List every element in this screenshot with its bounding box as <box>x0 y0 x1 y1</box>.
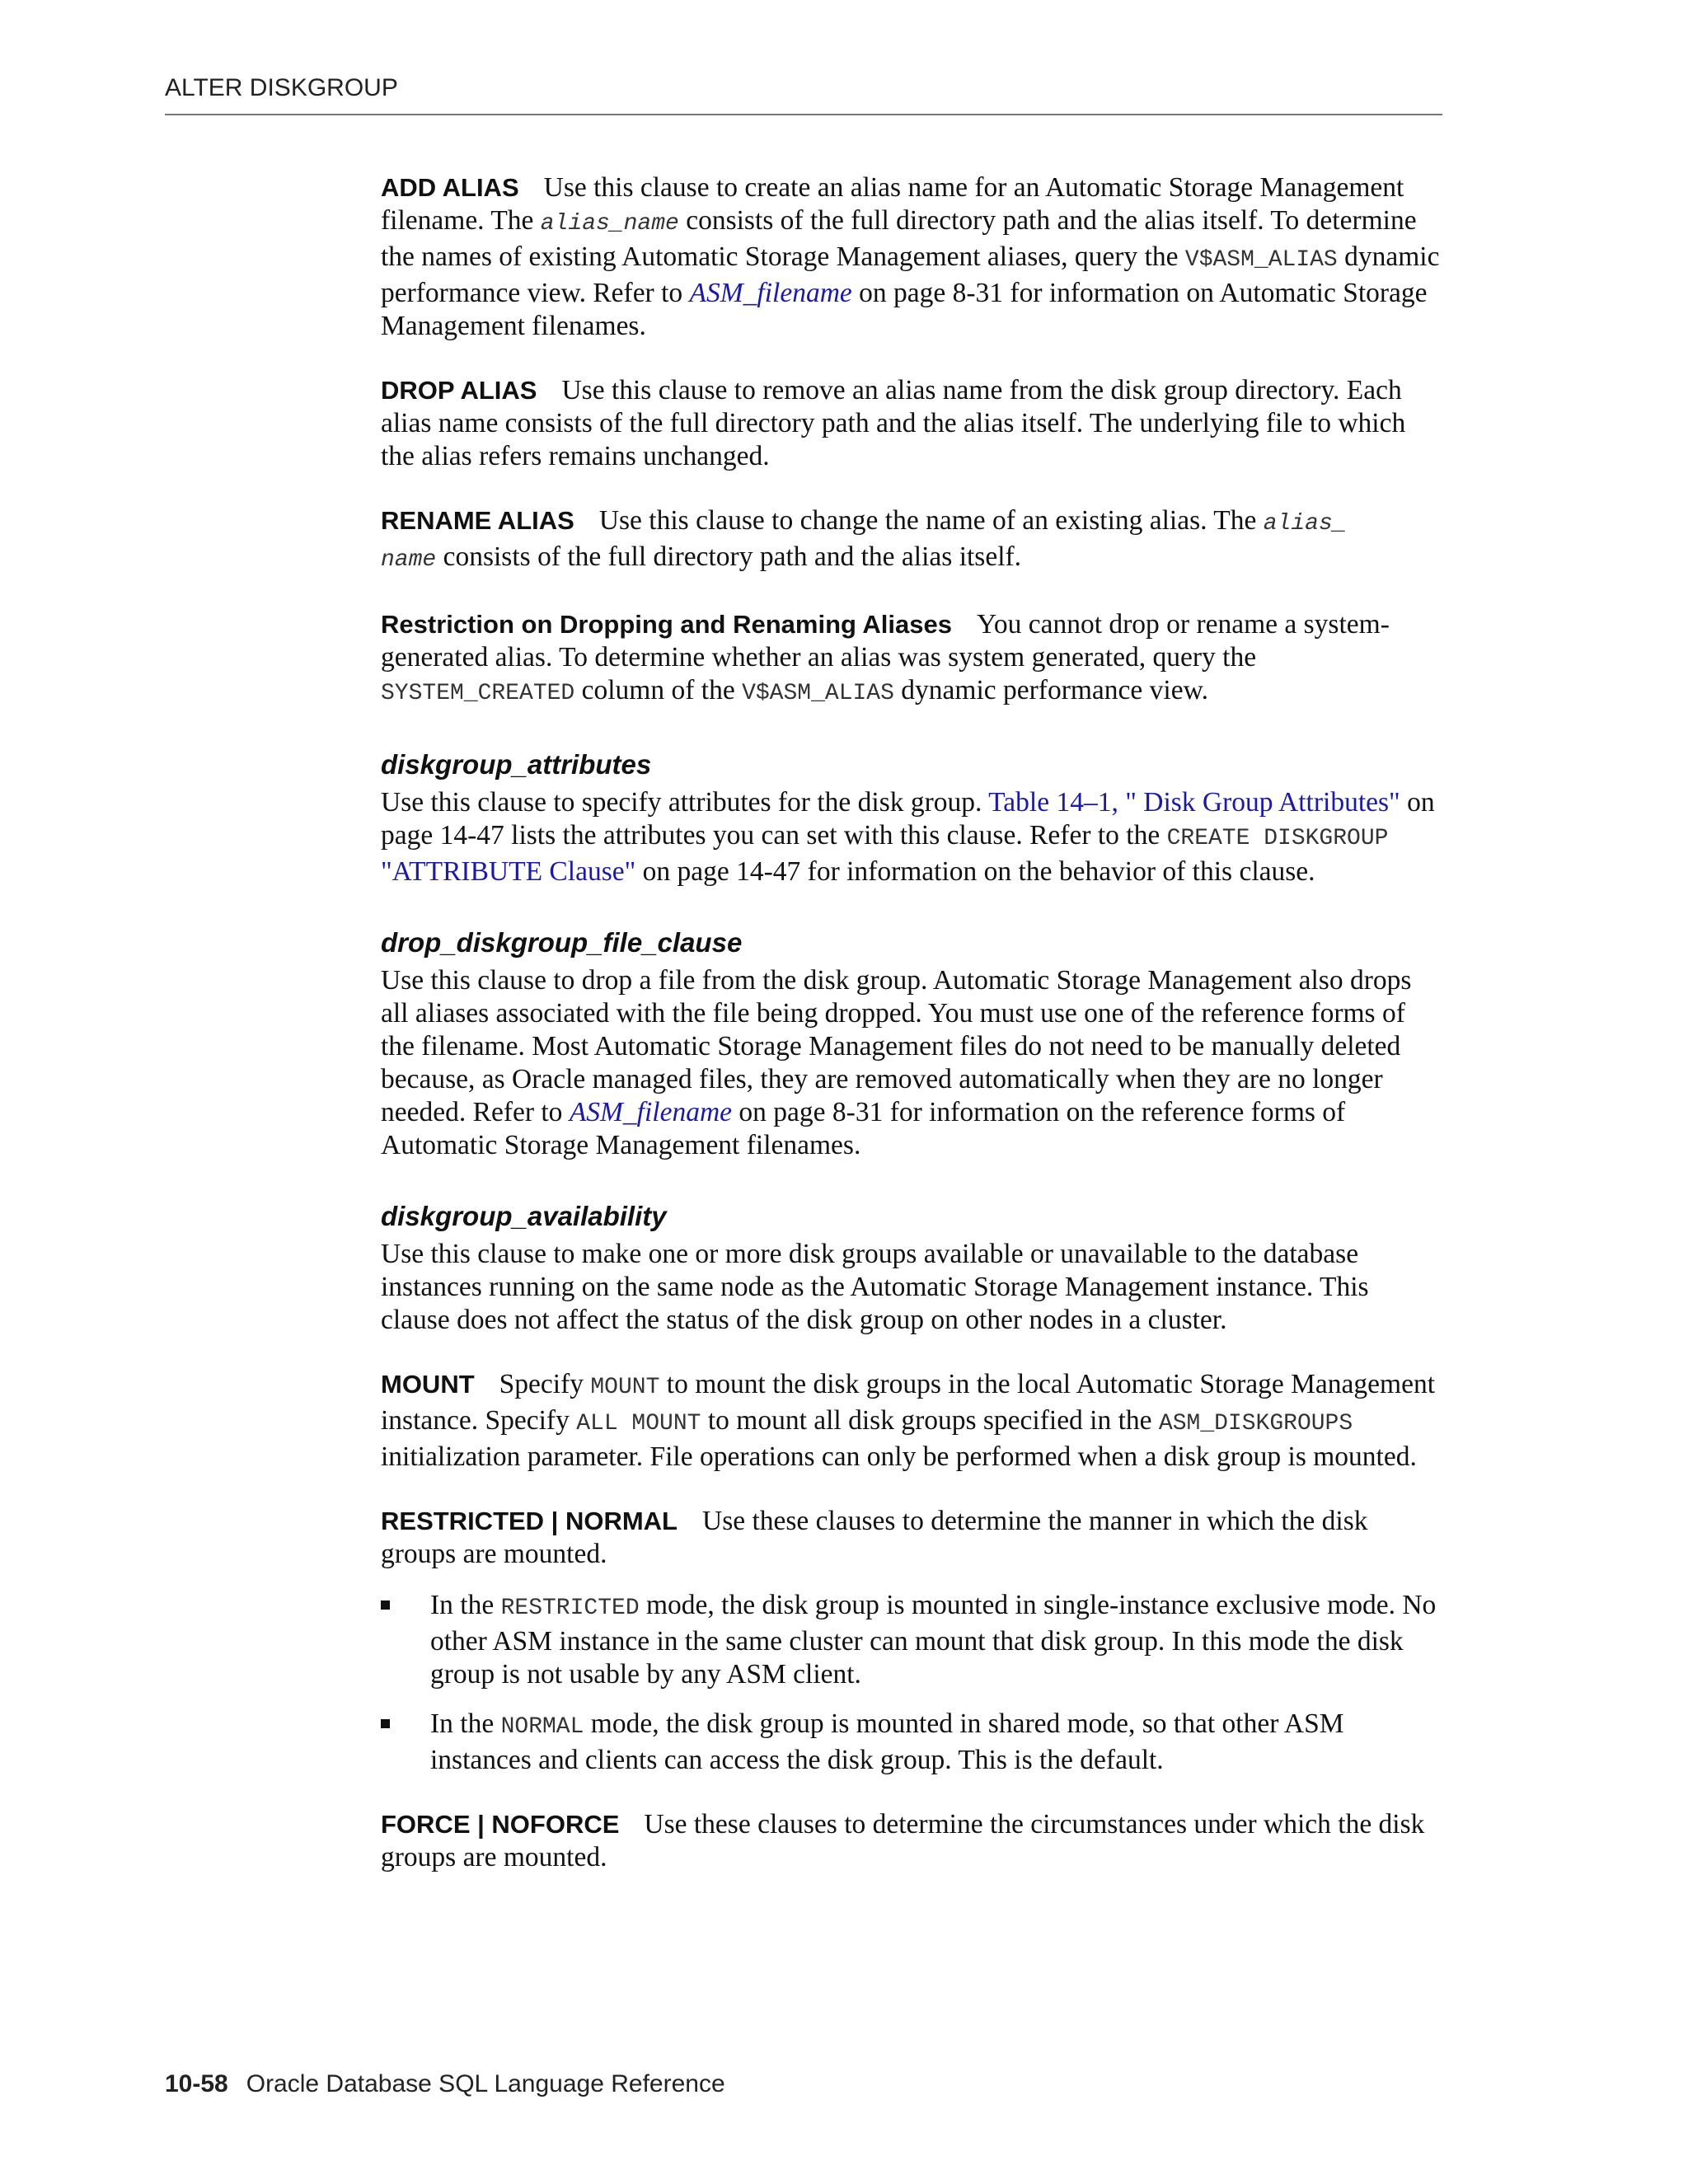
code-v-asm-alias: V$ASM_ALIAS <box>742 681 894 706</box>
code-alias: alias_ <box>1263 511 1347 537</box>
text: Use this clause to specify attributes for the disk group. <box>381 787 989 818</box>
bullet-square-icon <box>381 1601 390 1610</box>
rename-alias-paragraph <box>381 504 1444 577</box>
code-create-diskgroup: CREATE DISKGROUP <box>1166 826 1389 851</box>
book-title: Oracle Database SQL Language Reference <box>246 2070 725 2097</box>
code-asm-diskgroups: ASM_DISKGROUPS <box>1158 1411 1353 1436</box>
diskgroup-attributes-paragraph <box>381 786 1444 888</box>
text: on page 14-47 for information on the behavior of this clause. <box>635 856 1315 887</box>
running-header: ALTER DISKGROUP <box>165 74 398 101</box>
page-number: 10-58 <box>165 2070 228 2097</box>
text: mode, the disk group is mounted in single-instance exclusive mode. No other ASM instance in the same cluster can mount that disk group. In this mode the disk group is not usable by any ASM client. <box>430 1590 1437 1690</box>
code-mount: MOUNT <box>590 1375 660 1400</box>
mount-paragraph <box>381 1368 1444 1474</box>
text: Use this clause to remove an alias name from the disk group directory. Each alias name consists of the full directory path and the alias itself. The underlying file to which the alias refers remains unchanged. <box>381 375 1406 471</box>
text: Specify <box>499 1369 591 1399</box>
text: to mount all disk groups specified in the <box>701 1405 1159 1436</box>
text: Use this clause to make one or more disk groups available or unavailable to the database instances running on the same node as the Automatic Storage Management instance. This clause does not affect the status of the disk group on other nodes in a cluster. <box>381 1239 1369 1335</box>
restricted-normal-term: RESTRICTED | NORMAL <box>381 1507 678 1535</box>
code-all-mount: ALL MOUNT <box>576 1411 701 1436</box>
text: Use this clause to drop a file from the disk group. Automatic Storage Management also drops all aliases associated with the file being dropped. You must use one of the reference forms of the filename. Most Automatic Storage Management files do not need to be manually deleted because, as Oracle managed files, they are removed automatically when they are no longer needed. Refer to <box>381 965 1412 1127</box>
text: on page 8-31 for information on Automatic Storage Management filenames. <box>381 278 1428 341</box>
code-system-created: SYSTEM_CREATED <box>381 681 575 706</box>
availability-paragraph <box>381 1238 1444 1337</box>
text: Use these clauses to determine the circumstances under which the disk groups are mounted. <box>381 1809 1425 1872</box>
text: dynamic performance view. Refer to <box>381 241 1440 308</box>
drop-file-paragraph <box>381 964 1444 1162</box>
page-body <box>381 171 1444 1905</box>
text: on page 14-47 lists the attributes you can set with this clause. Refer to the <box>381 787 1435 851</box>
text: on page 8-31 for information on the reference forms of Automatic Storage Management filenames. <box>381 1097 1346 1160</box>
attribute-clause-link[interactable]: "ATTRIBUTE Clause" <box>381 856 636 887</box>
restriction-term: Restriction on Dropping and Renaming Aliases <box>381 610 952 639</box>
drop-alias-paragraph <box>381 374 1444 473</box>
heading-drop-diskgroup-file-clause: drop_diskgroup_file_clause <box>381 927 743 958</box>
code-v-asm-alias: V$ASM_ALIAS <box>1184 247 1338 273</box>
force-noforce-paragraph <box>381 1808 1444 1874</box>
table-disk-group-attributes-link[interactable]: Table 14–1, " Disk Group Attributes" <box>988 787 1400 818</box>
text: In the <box>430 1708 501 1739</box>
text: initialization parameter. File operations can only be performed when a disk group is mounted. <box>381 1441 1417 1472</box>
list-item <box>381 1708 1444 1777</box>
force-noforce-term: FORCE | NOFORCE <box>381 1810 620 1839</box>
text: You cannot drop or rename a system-generated alias. To determine whether an alias was system generated, query the <box>381 609 1390 673</box>
mount-term: MOUNT <box>381 1370 475 1399</box>
page-footer <box>165 2070 725 2098</box>
text: mode, the disk group is mounted in shared mode, so that other ASM instances and clients can access the disk group. This is the default. <box>430 1708 1344 1775</box>
mount-mode-list <box>381 1589 1444 1777</box>
header-divider <box>165 114 1442 115</box>
text: column of the <box>574 675 743 705</box>
text: consists of the full directory path and the alias itself. <box>436 541 1022 572</box>
list-item <box>381 1589 1444 1691</box>
text: Use this clause to create an alias name for an Automatic Storage Management filename. The <box>381 172 1404 236</box>
heading-diskgroup-attributes: diskgroup_attributes <box>381 749 652 780</box>
code-name: name <box>381 547 437 573</box>
text: to mount the disk groups in the local Automatic Storage Management instance. Specify <box>381 1369 1436 1436</box>
text: Use this clause to change the name of an existing alias. The <box>598 505 1264 536</box>
text: In the <box>430 1590 501 1620</box>
add-alias-paragraph <box>381 171 1444 343</box>
text: consists of the full directory path and the alias itself. To determine the names of existing Automatic Storage Management aliases, query the <box>381 205 1417 272</box>
restricted-normal-paragraph <box>381 1505 1444 1571</box>
text: dynamic performance view. <box>893 675 1208 705</box>
rename-alias-term: RENAME ALIAS <box>381 506 574 535</box>
text: Use these clauses to determine the manner in which the disk groups are mounted. <box>381 1506 1368 1569</box>
restriction-paragraph <box>381 608 1444 710</box>
code-restricted: RESTRICTED <box>500 1596 640 1621</box>
asm-filename-link[interactable]: ASM_filename <box>689 278 852 308</box>
bullet-square-icon <box>381 1719 390 1728</box>
heading-diskgroup-availability: diskgroup_availability <box>381 1201 667 1231</box>
code-alias-name: alias_name <box>540 211 679 237</box>
asm-filename-link[interactable]: ASM_filename <box>569 1097 733 1127</box>
drop-alias-term: DROP ALIAS <box>381 376 537 405</box>
code-normal: NORMAL <box>500 1714 584 1740</box>
add-alias-term: ADD ALIAS <box>381 173 519 202</box>
